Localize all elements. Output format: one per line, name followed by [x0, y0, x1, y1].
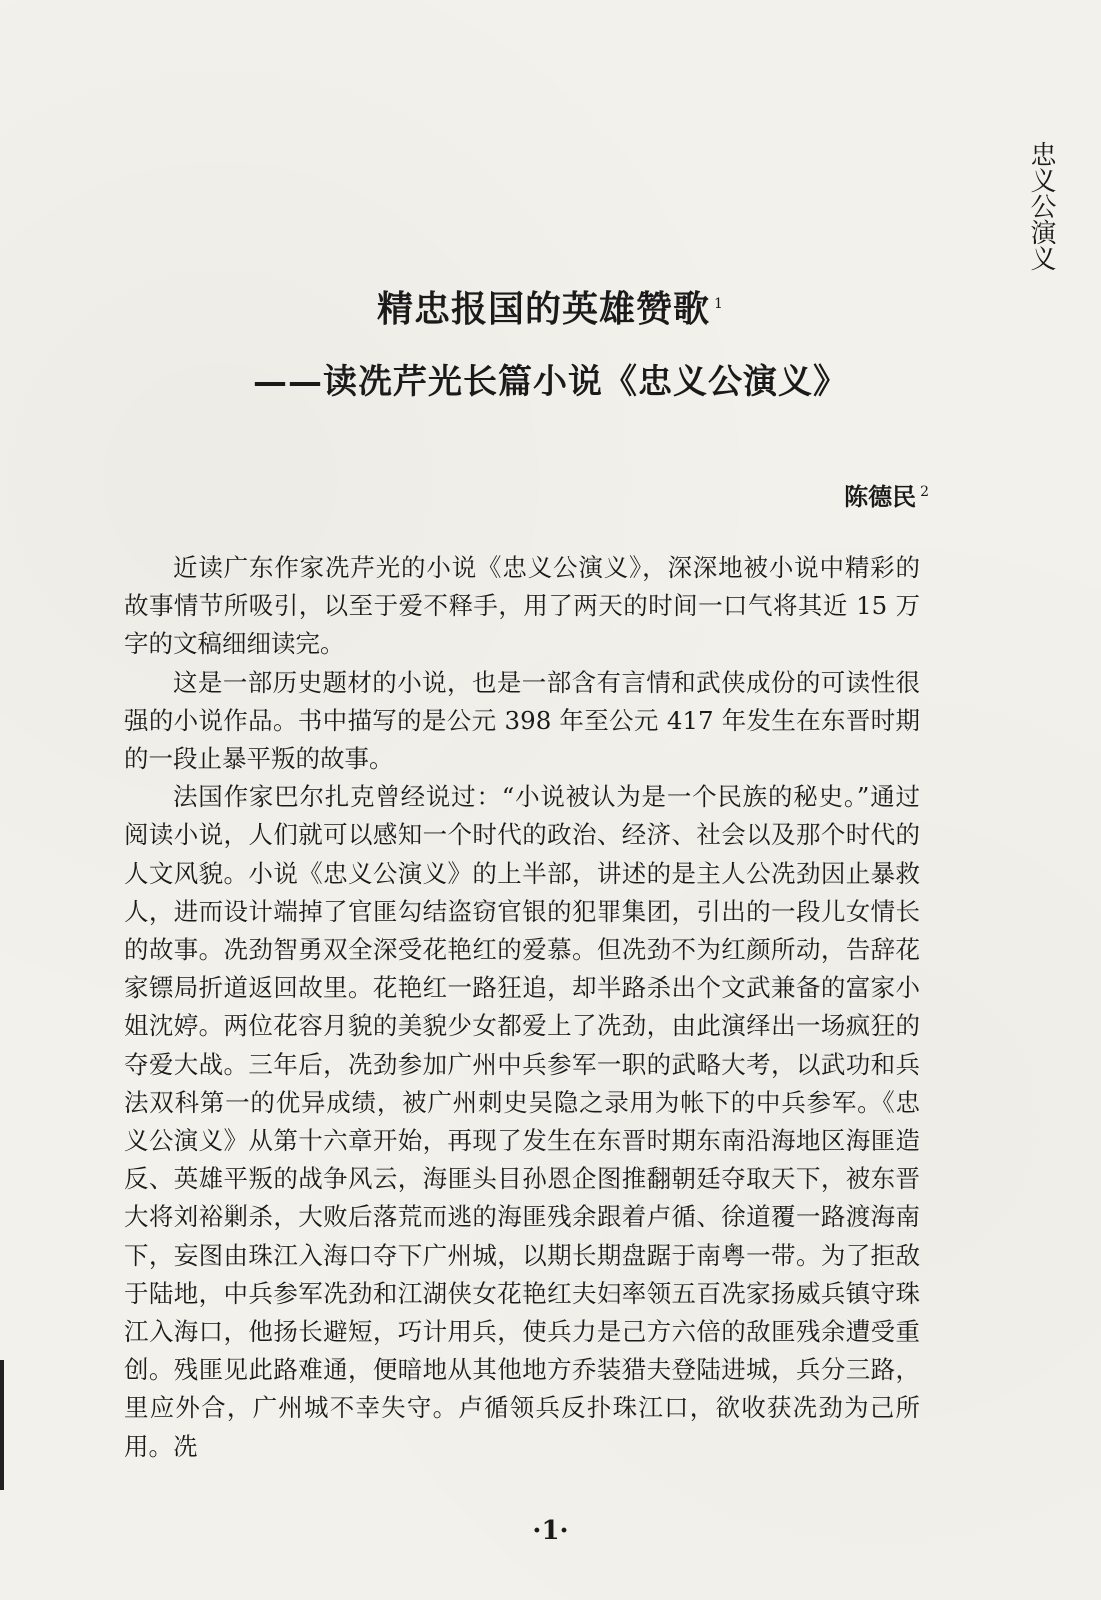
article-title [0, 280, 1101, 333]
binding-edge-mark [0, 1360, 4, 1490]
article-subtitle: ——读冼芹光长篇小说《忠义公演义》 [253, 362, 848, 402]
paragraph: 法国作家巴尔扎克曾经说过：“小说被认为是一个民族的秘史。”通过阅读小说，人们就可以感知一个时代的政治、经济、社会以及那个时代的人文风貌。小说《忠义公演义》的上半部，讲述的是主人公冼劲因止暴救人，进而设计端掉了官匪勾结盗窃官银的犯罪集团，引出的一段儿女情长的故事。冼劲智勇双全深受花艳红的爱慕。但冼劲不为红颜所动，告辞花家镖局折道返回故里。花艳红一路狂追，却半路杀出个文武兼备的富家小姐沈婷。两位花容月貌的美貌少女都爱上了冼劲，由此演绎出一场疯狂的夺爱大战。三年后，冼劲参加广州中兵参军一职的武略大考，以武功和兵法双科第一的优异成绩，被广州刺史吴隐之录用为帐下的中兵参军。《忠义公演义》从第十六章开始，再现了发生在东晋时期东南沿海地区海匪造反、英雄平叛的战争风云，海匪头目孙恩企图推翻朝廷夺取天下，被东晋大将刘裕剿杀，大败后落荒而逃的海匪残余跟着卢循、徐道覆一路渡海南下，妄图由珠江入海口夺下广州城，以期长期盘踞于南粤一带。为了拒敌于陆地，中兵参军冼劲和江湖侠女花艳红夫妇率领五百冼家扬威兵镇守珠江入海口，他扬长避短，巧计用兵，使兵力是己方六倍的敌匪残余遭受重创。残匪见此路难通，便暗地从其他地方乔装猎夫登陆进城，兵分三路，里应外合，广州城不幸失守。卢循领兵反扑珠江口，欲收获冼劲为己所用。冼 [124, 782, 920, 1461]
paragraph: 近读广东作家冼芹光的小说《忠义公演义》，深深地被小说中精彩的故事情节所吸引，以至于爱不释手，用了两天的时间一口气将其近 15 万字的文稿细细读完。 [124, 553, 920, 659]
body-text [124, 549, 920, 1466]
page-number: ·1· [532, 1516, 569, 1546]
author-footnote-marker: 2 [920, 484, 929, 500]
author-byline [844, 476, 929, 513]
paragraph: 这是一部历史题材的小说，也是一部含有言情和武侠成份的可读性很强的小说作品。书中描写的是公元 398 年至公元 417 年发生在东晋时期的一段止暴平叛的故事。 [124, 667, 920, 774]
title-footnote-marker: 1 [714, 296, 724, 312]
article-title-text: 精忠报国的英雄赞歌 [377, 288, 711, 330]
running-head: 忠义公演义 [1026, 141, 1056, 271]
author-name: 陈德民 [844, 482, 917, 511]
